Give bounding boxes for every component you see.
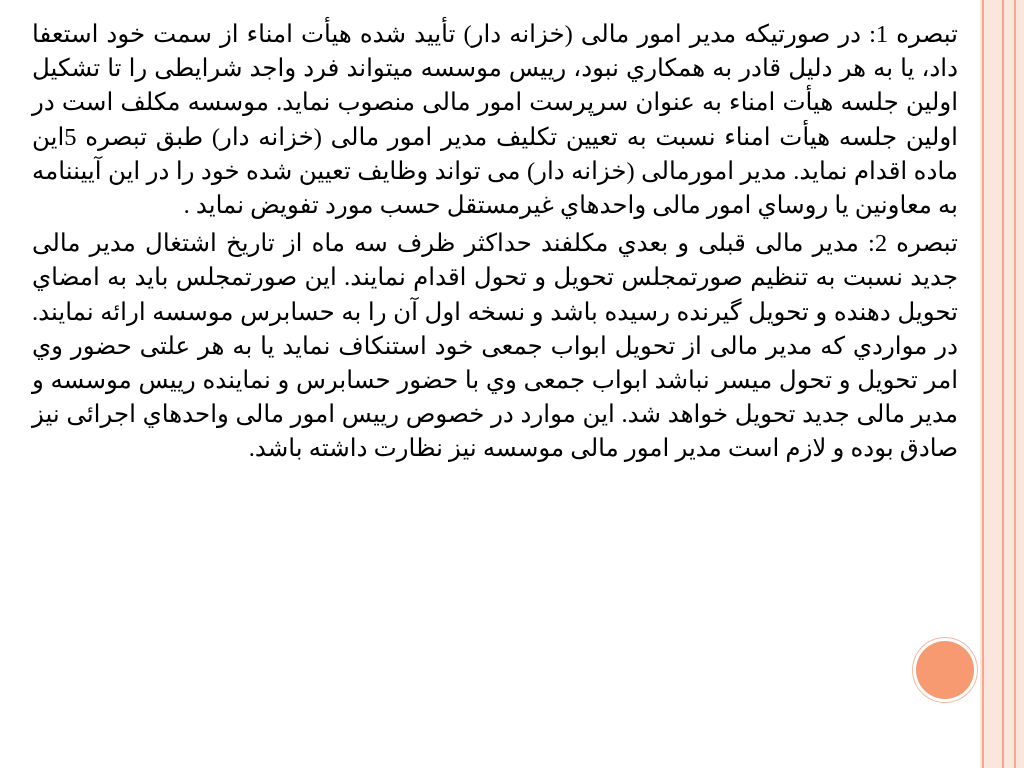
decorative-circle	[916, 641, 974, 699]
paragraph-text: تبصره 2: مدير مالی قبلی و بعدي مكلفند حداكثر ظرف سه ماه از تاريخ اشتغال مدير مالی جديد نسبت به تنظيم صورتمجلس تحويل و تحول اقدام نمايند. اين صورتمجلس بايد به امضاي تحويل دهنده و تحويل گيرنده رسيده باشد و نسخه اول آن را به حسابرس موسسه ارائه نمايند. در مواردي كه مدير مالی از تحويل ابواب جمعی خود استنكاف نمايد يا به هر علتی حضور وي امر تحويل و تحول ميسر نباشد ابواب جمعی وي با حضور حسابرس و نماينده رييس موسسه و مدير مالی جديد تحويل خواهد شد. اين موارد در خصوص رييس امور مالی واحدهاي اجرائی نيز صادق بوده و لازم است مدير امور مالی موسسه نيز نظارت داشته باشد.	[32, 230, 958, 463]
slide-body	[32, 18, 958, 471]
decorative-line	[1002, 0, 1004, 768]
note-1-paragraph	[32, 18, 958, 223]
decorative-line	[982, 0, 984, 768]
paragraph-text: تبصره 1: در صورتيكه مدير امور مالی (خزانه دار) تأييد شده هيأت امناء از سمت خود استعفا داد، يا به هر دليل قادر به همكاري نبود، رييس موسسه ميتواند فرد واجد شرايطی را تا تشكيل اولين جلسه هيأت امناء به عنوان سرپرست امور مالی منصوب نمايد. موسسه مكلف است در اولين جلسه هيأت امناء نسبت به تعيين تكليف مدير امور مالی (خزانه دار) طبق تبصره 5اين ماده اقدام نمايد. مدير امورمالی (خزانه دار) می تواند وظايف تعيين شده خود را در اين آييننامه به معاونين يا روساي امور مالی واحدهاي غيرمستقل حسب مورد تفويض نمايد .	[32, 21, 958, 220]
note-2-paragraph	[32, 227, 958, 466]
decorative-line	[1014, 0, 1016, 768]
